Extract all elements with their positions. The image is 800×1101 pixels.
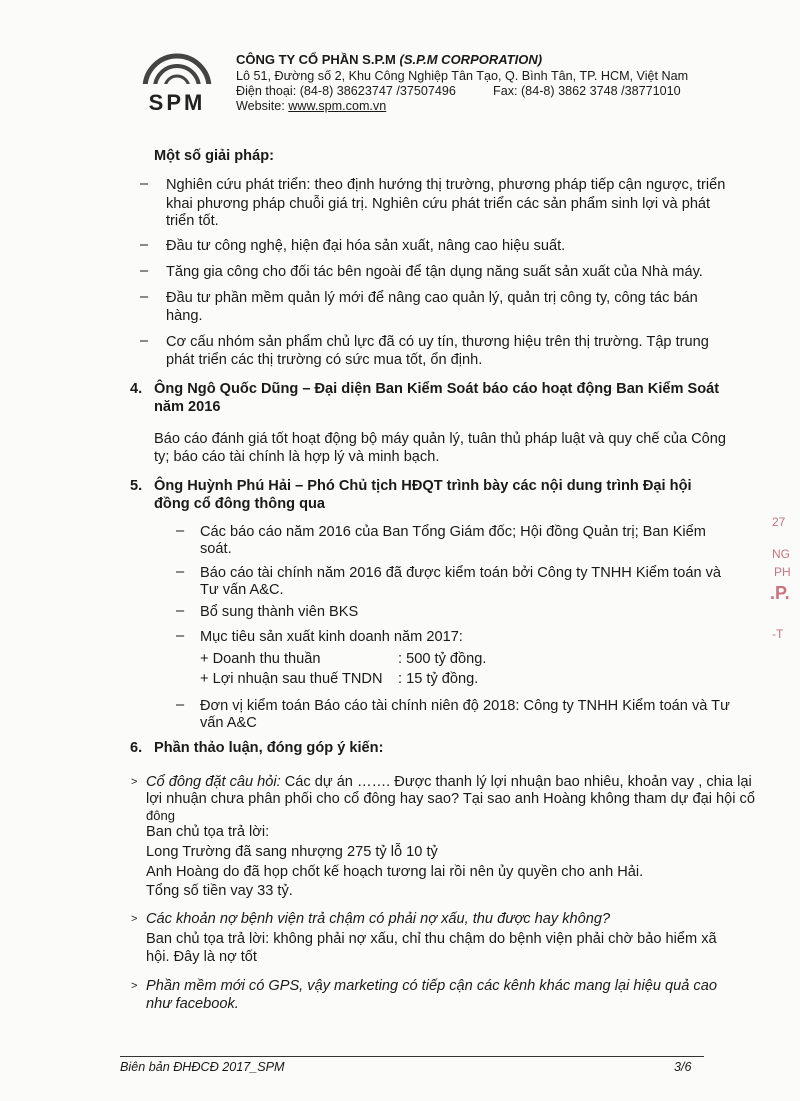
bullet-dash: – (140, 263, 149, 279)
question-1-text: Các dự án ……. Được thanh lý lợi nhuận bao nhiêu, khoản vay , chia lại (280, 774, 752, 790)
question-1-line-3: đông (146, 808, 175, 823)
bullet-dash: – (176, 697, 185, 713)
stamp-text-3: PH (774, 565, 791, 579)
footer-document-name: Biên bản ĐHĐCĐ 2017_SPM (120, 1060, 285, 1074)
solution-item-4-line-1: Đầu tư phần mềm quản lý mới để nâng cao quản lý, quản trị công ty, công tác bán (166, 290, 698, 306)
solution-item-1-line-2: khai phương pháp chuỗi giá trị. Nghiên cứu phát triển các sản phẩm sinh lợi và phát (166, 196, 711, 212)
section-4-title-line-1: Ông Ngô Quốc Dũng – Đại diện Ban Kiểm Soát báo cáo hoạt động Ban Kiểm Soát (154, 381, 720, 397)
section-5-item-3: Bổ sung thành viên BKS (200, 604, 359, 620)
solutions-heading: Một số giải pháp: (154, 148, 274, 164)
section-5-item-4: Mục tiêu sản xuất kinh doanh năm 2017: (200, 629, 463, 645)
company-website (236, 99, 386, 113)
company-name-vi: CÔNG TY CỔ PHẦN S.P.M (236, 52, 396, 67)
stamp-text-5: -T (772, 627, 784, 641)
answer-1-line-3: Anh Hoàng do đã họp chốt kế hoạch tương lai rồi nên ủy quyền cho anh Hải. (146, 864, 644, 880)
solution-item-5-line-1: Cơ cấu nhóm sản phẩm chủ lực đã có uy tín, thương hiệu trên thị trường. Tập trung (166, 334, 709, 350)
target-profit-label: + Lợi nhuận sau thuế TNDN (200, 671, 383, 687)
solution-item-3: Tăng gia công cho đối tác bên ngoài để tận dụng năng suất sản xuất của Nhà máy. (166, 264, 703, 280)
solution-item-2: Đầu tư công nghệ, hiện đại hóa sản xuất, nâng cao hiệu suất. (166, 238, 566, 254)
website-link[interactable]: www.spm.com.vn (288, 99, 387, 113)
stamp-fragment (768, 512, 800, 642)
section-5-item-5-line-1: Đơn vị kiểm toán Báo cáo tài chính niên độ 2018: Công ty TNHH Kiểm toán và Tư (200, 698, 730, 714)
bullet-dash: – (176, 564, 185, 580)
bullet-dash: – (140, 176, 149, 192)
answer-2-line-2: hội. Đây là nợ tốt (146, 949, 257, 965)
stamp-text-2: NG (772, 547, 790, 561)
question-3-line-2: như facebook. (146, 996, 239, 1012)
section-6-title: Phần thảo luận, đóng góp ý kiến: (154, 740, 384, 756)
footer-divider (120, 1056, 704, 1057)
answer-1-line-2: Long Trường đã sang nhượng 275 tỷ lỗ 10 tỷ (146, 844, 438, 860)
question-2: Các khoản nợ bệnh viện trả chậm có phải nợ xấu, thu được hay không? (146, 911, 611, 927)
stamp-text-4: .P. (770, 583, 790, 603)
logo-text: SPM (148, 90, 206, 114)
arrow-bullet-icon: > (131, 913, 138, 925)
bullet-dash: – (140, 289, 149, 305)
question-1-line-2: lợi nhuận chưa phân phối cho cổ đông hay sao? Tại sao anh Hoàng không tham dự đại hội cổ (146, 791, 755, 807)
target-profit-value: : 15 tỷ đồng. (398, 671, 479, 687)
bullet-dash: – (140, 333, 149, 349)
solution-item-5-line-2: phát triển các thị trường có sức mua tốt, ổn định. (166, 352, 483, 368)
section-5-item-2-line-2: Tư vấn A&C. (200, 582, 284, 598)
section-5-number: 5. (130, 478, 143, 494)
company-name-en: (S.P.M CORPORATION) (399, 52, 543, 67)
target-revenue-label: + Doanh thu thuần (200, 651, 321, 667)
section-5-title-line-2: đồng cổ đông thông qua (154, 496, 326, 512)
arrow-bullet-icon: > (131, 980, 138, 992)
target-revenue-value: : 500 tỷ đồng. (398, 651, 487, 667)
company-phone: Điện thoại: (84-8) 38623747 /37507496 (236, 84, 456, 98)
bullet-dash: – (140, 237, 149, 253)
company-fax: Fax: (84-8) 3862 3748 /38771010 (493, 84, 681, 98)
answer-1-line-4: Tổng số tiền vay 33 tỷ. (146, 883, 293, 899)
bullet-dash: – (176, 603, 185, 619)
company-address: Lô 51, Đường số 2, Khu Công Nghiệp Tân Tạo, Q. Bình Tân, TP. HCM, Việt Nam (236, 69, 689, 83)
stamp-text-1: 27 (772, 515, 786, 529)
footer-page-number: 3/6 (674, 1060, 692, 1074)
company-name (236, 52, 542, 67)
section-5-item-2-line-1: Báo cáo tài chính năm 2016 đã được kiểm toán bởi Công ty TNHH Kiểm toán và (200, 565, 722, 581)
section-5-item-1-line-1: Các báo cáo năm 2016 của Ban Tổng Giám đốc; Hội đồng Quản trị; Ban Kiểm (200, 524, 706, 540)
arrow-bullet-icon: > (131, 776, 138, 788)
section-4-body-line-2: ty; báo cáo tài chính là hợp lý và minh bạch. (154, 449, 440, 465)
section-4-title-line-2: năm 2016 (154, 399, 221, 415)
answer-2-line-1: Ban chủ tọa trả lời: không phải nợ xấu, chỉ thu chậm do bệnh viện phải chờ bảo hiểm xã (146, 931, 717, 947)
solution-item-4-line-2: hàng. (166, 308, 203, 324)
section-6-number: 6. (130, 740, 143, 756)
company-logo (135, 44, 220, 114)
section-4-body-line-1: Báo cáo đánh giá tốt hoạt động bộ máy quản lý, tuân thủ pháp luật và quy chế của Công (154, 431, 727, 447)
section-5-item-1-line-2: soát. (200, 541, 232, 557)
website-label: Website: (236, 99, 285, 113)
section-4-number: 4. (130, 381, 143, 397)
solution-item-1-line-1: Nghiên cứu phát triển: theo định hướng thị trường, phương pháp tiếp cận ngược, triển (166, 177, 726, 193)
question-1-label: Cổ đông đặt câu hỏi: (146, 774, 281, 790)
bullet-dash: – (176, 523, 185, 539)
solution-item-1-line-3: triển tốt. (166, 213, 219, 229)
answer-1-line-1: Ban chủ tọa trả lời: (146, 824, 270, 840)
section-5-item-5-line-2: vấn A&C (200, 715, 257, 731)
question-3-line-1: Phần mềm mới có GPS, vậy marketing có tiếp cận các kênh khác mang lại hiệu quả cao (146, 978, 717, 994)
section-5-title-line-1: Ông Huỳnh Phú Hải – Phó Chủ tịch HĐQT trình bày các nội dung trình Đại hội (154, 478, 692, 494)
bullet-dash: – (176, 628, 185, 644)
